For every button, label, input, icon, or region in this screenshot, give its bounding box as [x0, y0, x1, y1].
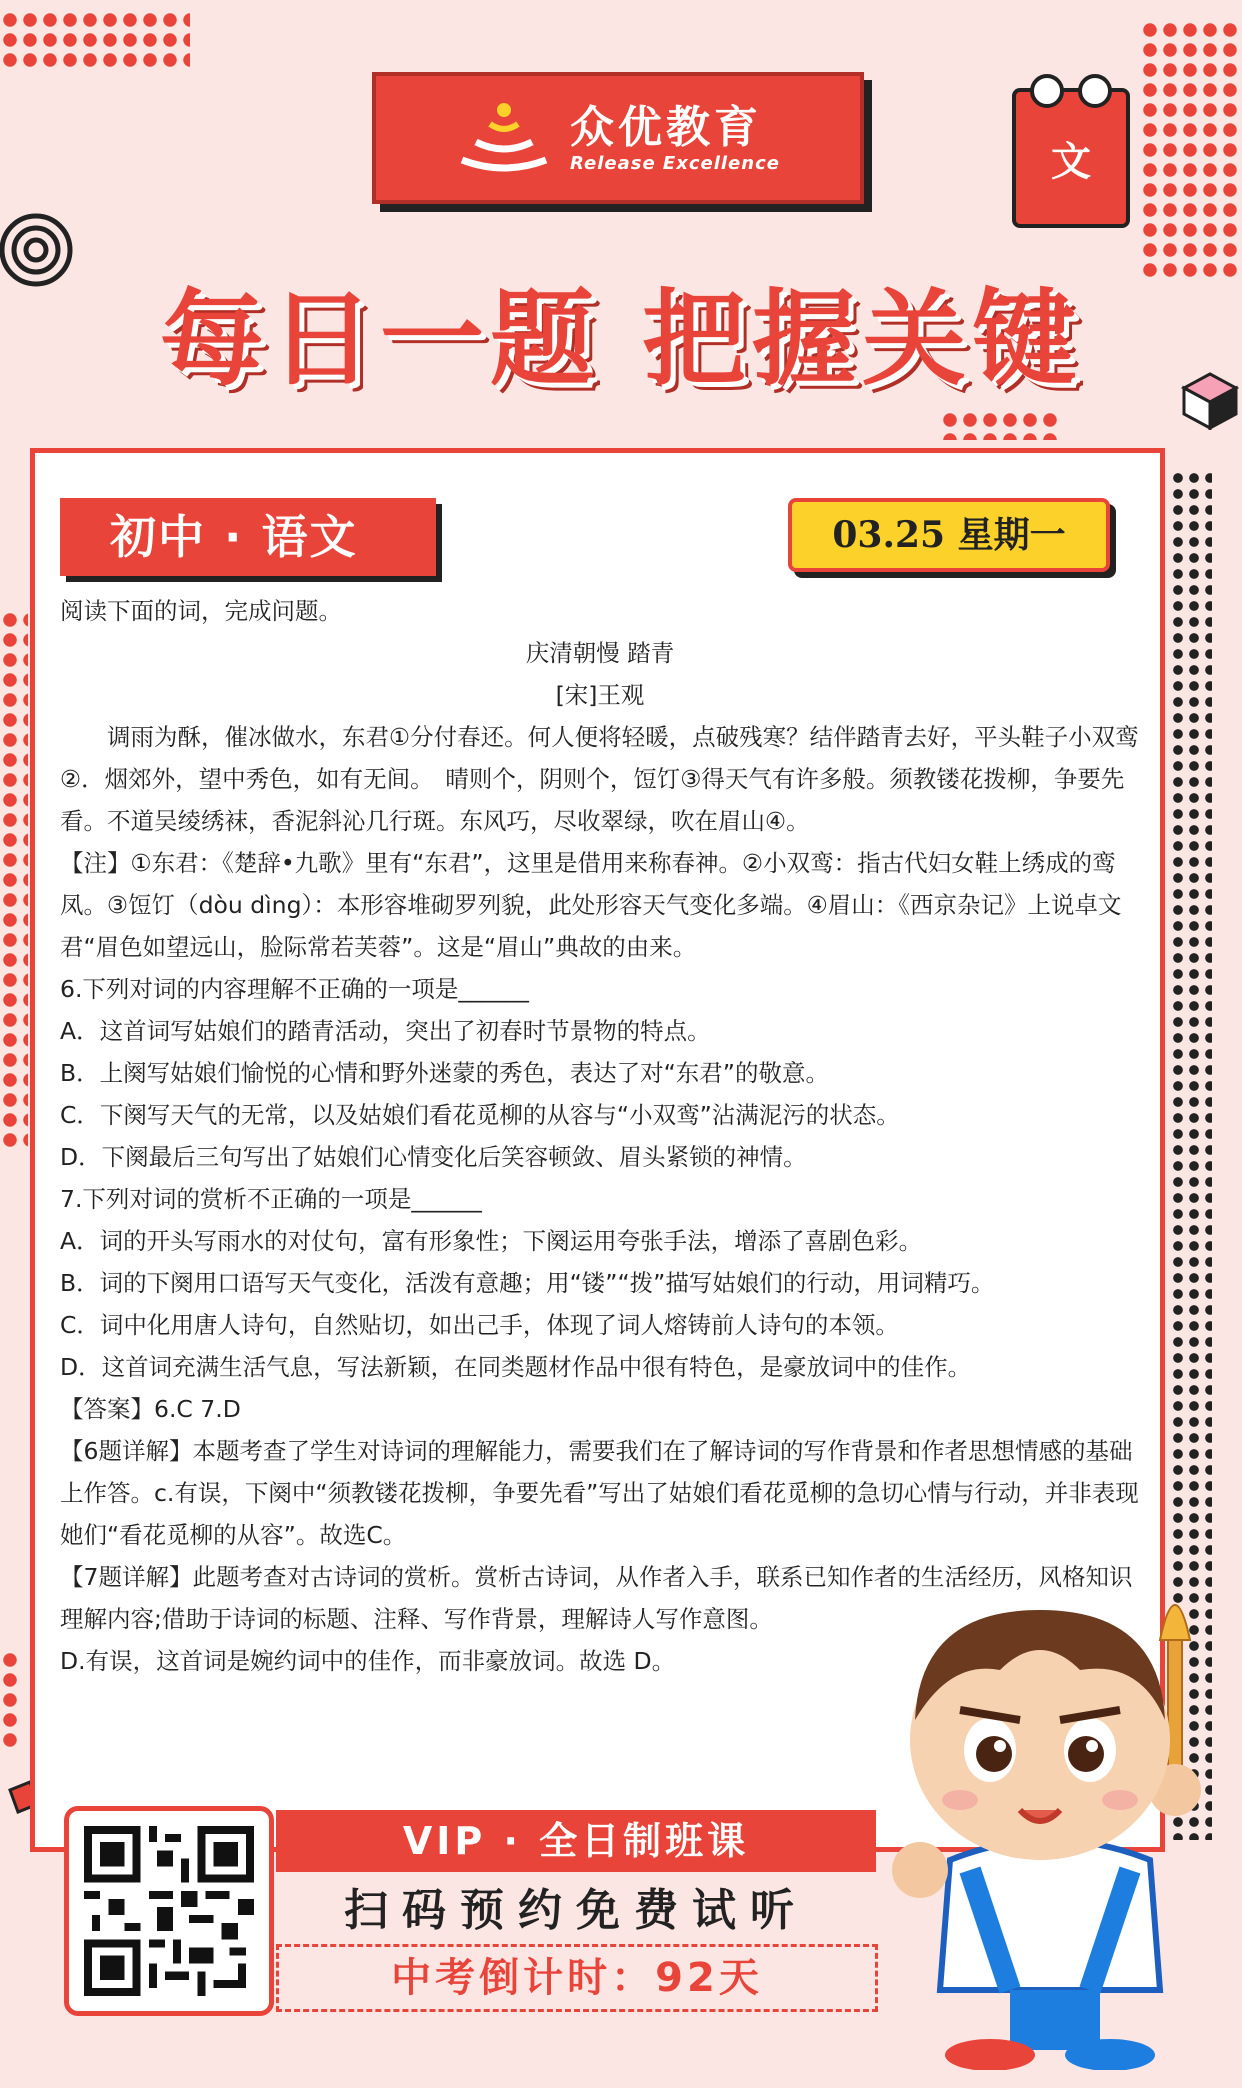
explanation-6: 【6题详解】本题考查了学生对诗词的理解能力，需要我们在了解诗词的写作背景和作者思想情感的基础上作答。c.有误，下阕中“须教镂花拨柳，争要先看”写出了姑娘们看花觅柳的急切心情与行动，并非表现她们“看花觅柳的从容”。故选C。: [60, 1437, 1139, 1549]
scan-cta-text: 扫码预约免费试听: [344, 1885, 808, 1936]
poem-author: [宋]王观: [555, 681, 645, 709]
question-7-option-c: C．词中化用唐人诗句，自然贴切，如出己手，体现了词人熔铸前人诗句的本领。: [60, 1311, 899, 1339]
brand-name: 众优教育: [570, 101, 763, 153]
decor-dots-top-left: [0, 10, 190, 70]
question-6-option-d: D．下阕最后三句写出了姑娘们心情变化后笑容顿敛、眉头紧锁的神情。: [60, 1143, 807, 1171]
question-6-option-b: B．上阕写姑娘们愉悦的心情和野外迷蒙的秀色，表达了对“东君”的敬意。: [60, 1059, 829, 1087]
chinese-subject-icon: [1012, 88, 1130, 228]
exam-countdown: 中考倒计时：92天: [276, 1944, 878, 2012]
date-badge: 03.25 星期一: [788, 498, 1110, 572]
decor-dots-top-right: [1140, 20, 1240, 280]
question-7-option-a: A．词的开头写雨水的对仗句，富有形象性；下阕运用夸张手法，增添了喜剧色彩。: [60, 1227, 923, 1255]
decor-dots-mid-right: [940, 410, 1060, 440]
question-6-option-c: C．下阕写天气的无常，以及姑娘们看花觅柳的从容与“小双鸾”沾满泥污的状态。: [60, 1101, 900, 1129]
mascot-boy-icon: [860, 1570, 1230, 2070]
question-6-option-a: A．这首词写姑娘们的踏青活动，突出了初春时节景物的特点。: [60, 1017, 711, 1045]
brand-tagline: Release Excellence: [570, 152, 780, 174]
question-7-option-d: D．这首词充满生活气息，写法新颖，在同类题材作品中很有特色，是豪放词中的佳作。: [60, 1353, 972, 1381]
poem-notes: 【注】①东君：《楚辞•九歌》里有“东君”，这里是借用来称春神。②小双鸾：指古代妇女鞋上绣成的鸾凤。③饾饤（dòu dìng）：本形容堆砌罗列貌，此处形容天气变化多端。④眉山：《西京杂记》上说卓文君“眉色如望远山，脸际常若芙蓉”。这是“眉山”典故的由来。: [60, 849, 1122, 961]
brand-logo-bar: [372, 72, 864, 204]
page-title: 每日一题 把握关键: [159, 278, 1083, 400]
brand-logo-icon: [456, 98, 552, 178]
decor-dots-left-bottom: [0, 1650, 20, 1750]
answer-text: 【答案】6.C 7.D: [60, 1395, 241, 1423]
subject-label: 初中 · 语文: [60, 498, 436, 576]
question-content: [60, 590, 1140, 1682]
subject-icon-label: 文: [1051, 138, 1091, 185]
instruction-text: 阅读下面的词，完成问题。: [60, 597, 342, 625]
question-6: 6.下列对词的内容理解不正确的一项是______: [60, 975, 529, 1003]
qr-code[interactable]: [64, 1806, 274, 2016]
explanation-7-conclusion: D.有误，这首词是婉约词中的佳作，而非豪放词。故选 D。: [60, 1647, 676, 1675]
question-7-option-b: B．词的下阕用口语写天气变化，活泼有意趣；用“镂”“拨”描写姑娘们的行动，用词精巧。: [60, 1269, 995, 1297]
question-7: 7.下列对词的赏析不正确的一项是______: [60, 1185, 482, 1213]
decor-dots-left: [0, 610, 28, 1150]
qr-code-icon: [84, 1826, 254, 1996]
explanation-7: 【7题详解】此题考查对古诗词的赏析。赏析古诗词，从作者入手，联系已知作者的生活经历，风格知识理解内容;借助于诗词的标题、注释、写作背景，理解诗人写作意图。: [60, 1563, 1133, 1633]
poem-text: 调雨为酥，催冰做水，东君①分付春还。何人便将轻暖，点破残寒？结伴踏青去好，平头鞋子小双鸾②．烟郊外，望中秀色，如有无间。 晴则个，阴则个，饾饤③得天气有许多般。须教镂花拨柳，争要先看。不道吴绫绣袜，香泥斜沁几行斑。东风巧，尽收翠绿，吹在眉山④。: [60, 723, 1139, 835]
poem-title: 庆清朝慢 踏青: [525, 639, 675, 667]
vip-course-banner: VIP · 全日制班课: [276, 1810, 876, 1872]
